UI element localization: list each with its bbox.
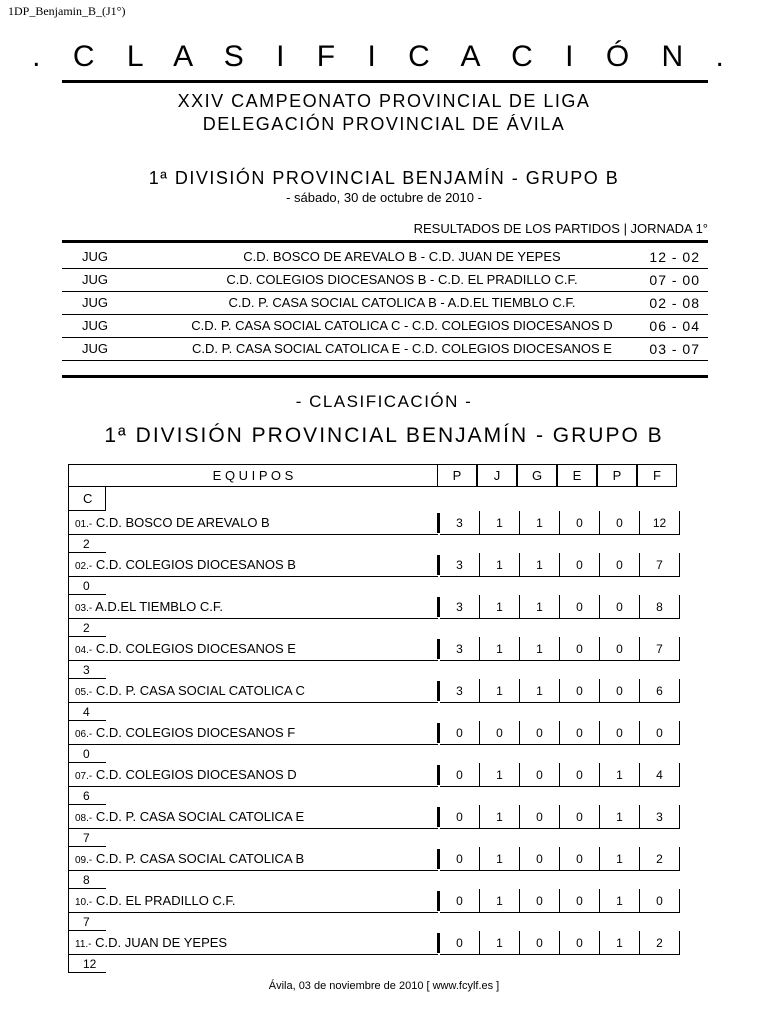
team-cell xyxy=(68,721,438,745)
stat-value: 0 xyxy=(440,763,480,787)
team-cell xyxy=(68,847,438,871)
stat-value: 0 xyxy=(600,553,640,577)
team-rank: 10.- xyxy=(75,897,93,908)
stat-value: 0 xyxy=(440,931,480,955)
stat-value: 0 xyxy=(600,595,640,619)
team-rank: 05.- xyxy=(75,687,93,698)
stat-value: 0 xyxy=(440,805,480,829)
position-change: 6 xyxy=(68,787,106,805)
stat-value: 0 xyxy=(440,847,480,871)
stat-value: 0 xyxy=(640,889,680,913)
position-change: 8 xyxy=(68,871,106,889)
team-name: A.D.EL TIEMBLO C.F. xyxy=(95,599,224,614)
stat-value: 0 xyxy=(560,553,600,577)
match-status: JUG xyxy=(82,341,108,356)
stat-value: 1 xyxy=(480,763,520,787)
standings-row xyxy=(68,595,682,637)
match-status: JUG xyxy=(82,249,108,264)
team-cell xyxy=(68,637,438,661)
header-teams: E Q U I P O S xyxy=(68,464,438,487)
stat-value: 0 xyxy=(440,721,480,745)
classification-division: 1ª DIVISIÓN PROVINCIAL BENJAMÍN - GRUPO B xyxy=(104,424,664,447)
delegation-title: DELEGACIÓN PROVINCIAL DE ÁVILA xyxy=(202,114,566,134)
standings-row xyxy=(68,511,682,553)
stat-value: 8 xyxy=(640,595,680,619)
stat-value: 0 xyxy=(520,847,560,871)
standings-row xyxy=(68,805,682,847)
team-rank: 03.- xyxy=(75,603,93,614)
team-name: C.D. COLEGIOS DIOCESANOS F xyxy=(95,725,296,740)
match-teams: C.D. P. CASA SOCIAL CATOLICA E - C.D. COLEGIOS DIOCESANOS E xyxy=(192,341,612,356)
stat-value: 1 xyxy=(480,847,520,871)
stat-value: 6 xyxy=(640,679,680,703)
stat-value: 12 xyxy=(640,511,680,535)
stat-value: 3 xyxy=(440,511,480,535)
stat-value: 2 xyxy=(640,847,680,871)
stat-value: 0 xyxy=(560,721,600,745)
stat-value: 1 xyxy=(480,889,520,913)
header-column: G xyxy=(517,464,557,487)
team-rank: 01.- xyxy=(75,519,93,530)
standings-row xyxy=(68,679,682,721)
stat-value: 7 xyxy=(640,553,680,577)
stat-value: 1 xyxy=(600,847,640,871)
match-score: 02 - 08 xyxy=(649,295,700,311)
position-change: 12 xyxy=(68,955,106,973)
classification-heading: - CLASIFICACIÓN - xyxy=(295,392,473,411)
page-title: . C L A S I F I C A C I Ó N . xyxy=(32,40,736,73)
team-name: C.D. JUAN DE YEPES xyxy=(95,935,228,950)
position-change: 0 xyxy=(68,745,106,763)
stat-value: 0 xyxy=(480,721,520,745)
match-score: 07 - 00 xyxy=(649,272,700,288)
stat-value: 1 xyxy=(480,805,520,829)
header-column: J xyxy=(477,464,517,487)
team-rank: 08.- xyxy=(75,813,93,824)
stat-value: 0 xyxy=(520,931,560,955)
stat-value: 0 xyxy=(560,889,600,913)
result-row xyxy=(62,338,708,361)
stat-value: 0 xyxy=(560,763,600,787)
stat-value: 1 xyxy=(600,805,640,829)
match-teams: C.D. COLEGIOS DIOCESANOS B - C.D. EL PRADILLO C.F. xyxy=(226,272,578,287)
team-name: C.D. EL PRADILLO C.F. xyxy=(95,893,236,908)
team-rank: 06.- xyxy=(75,729,93,740)
position-change: 7 xyxy=(68,829,106,847)
result-row xyxy=(62,315,708,338)
match-status: JUG xyxy=(82,318,108,333)
header-column: P xyxy=(597,464,637,487)
stat-value: 3 xyxy=(640,805,680,829)
division-title: 1ª DIVISIÓN PROVINCIAL BENJAMÍN - GRUPO B xyxy=(148,168,620,188)
footer: Ávila, 03 de noviembre de 2010 [ www.fcylf.es ] xyxy=(268,980,500,992)
team-cell xyxy=(68,679,438,703)
results-header: RESULTADOS DE LOS PARTIDOS | JORNADA 1° xyxy=(413,221,708,236)
match-status: JUG xyxy=(82,295,108,310)
team-cell xyxy=(68,553,438,577)
stat-value: 1 xyxy=(600,889,640,913)
team-cell xyxy=(68,763,438,787)
match-score: 03 - 07 xyxy=(649,341,700,357)
header-column: P xyxy=(437,464,477,487)
position-change-label: C xyxy=(68,487,106,511)
team-rank: 09.- xyxy=(75,855,93,866)
match-status: JUG xyxy=(82,272,108,287)
standings-row xyxy=(68,847,682,889)
standings-row xyxy=(68,931,682,973)
stat-value: 1 xyxy=(600,763,640,787)
stat-value: 0 xyxy=(600,721,640,745)
stat-value: 7 xyxy=(640,637,680,661)
stat-value: 1 xyxy=(480,595,520,619)
team-rank: 02.- xyxy=(75,561,93,572)
header-column: E xyxy=(557,464,597,487)
stat-value: 0 xyxy=(520,763,560,787)
stat-value: 3 xyxy=(440,637,480,661)
team-name: C.D. P. CASA SOCIAL CATOLICA C xyxy=(95,683,305,698)
position-change: 0 xyxy=(68,577,106,595)
position-change: 4 xyxy=(68,703,106,721)
standings-row xyxy=(68,637,682,679)
stat-value: 0 xyxy=(560,931,600,955)
stat-value: 1 xyxy=(480,511,520,535)
stat-value: 1 xyxy=(520,595,560,619)
stat-value: 0 xyxy=(520,721,560,745)
header-column: F xyxy=(637,464,677,487)
match-teams: C.D. P. CASA SOCIAL CATOLICA B - A.D.EL TIEMBLO C.F. xyxy=(228,295,576,310)
stat-value: 0 xyxy=(520,889,560,913)
stat-value: 1 xyxy=(480,637,520,661)
stat-value: 1 xyxy=(520,679,560,703)
match-score: 06 - 04 xyxy=(649,318,700,334)
results-top-rule xyxy=(62,240,708,243)
stat-value: 0 xyxy=(560,847,600,871)
stat-value: 3 xyxy=(440,595,480,619)
stat-value: 0 xyxy=(600,637,640,661)
position-change: 2 xyxy=(68,619,106,637)
result-row xyxy=(62,246,708,269)
results-bottom-rule xyxy=(62,375,708,378)
team-name: C.D. COLEGIOS DIOCESANOS B xyxy=(95,557,296,572)
match-score: 12 - 02 xyxy=(649,249,700,265)
stat-value: 1 xyxy=(480,931,520,955)
result-row xyxy=(62,269,708,292)
title-rule xyxy=(62,80,708,83)
stat-value: 0 xyxy=(640,721,680,745)
team-name: C.D. P. CASA SOCIAL CATOLICA B xyxy=(95,851,305,866)
team-cell xyxy=(68,595,438,619)
stat-value: 0 xyxy=(560,511,600,535)
team-name: C.D. COLEGIOS DIOCESANOS E xyxy=(95,641,296,656)
team-rank: 07.- xyxy=(75,771,93,782)
position-change: 3 xyxy=(68,661,106,679)
standings-row xyxy=(68,553,682,595)
stat-value: 0 xyxy=(600,511,640,535)
team-cell xyxy=(68,889,438,913)
championship-title: XXIV CAMPEONATO PROVINCIAL DE LIGA xyxy=(177,91,591,111)
stat-value: 1 xyxy=(520,511,560,535)
standings-row xyxy=(68,721,682,763)
team-cell xyxy=(68,511,438,535)
stat-value: 3 xyxy=(440,553,480,577)
stat-value: 0 xyxy=(440,889,480,913)
standings-row xyxy=(68,763,682,805)
stat-value: 4 xyxy=(640,763,680,787)
team-name: C.D. P. CASA SOCIAL CATOLICA E xyxy=(95,809,305,824)
stat-value: 3 xyxy=(440,679,480,703)
stat-value: 0 xyxy=(520,805,560,829)
team-rank: 04.- xyxy=(75,645,93,656)
stat-value: 1 xyxy=(520,553,560,577)
team-name: C.D. COLEGIOS DIOCESANOS D xyxy=(95,767,297,782)
stat-value: 0 xyxy=(560,637,600,661)
stat-value: 2 xyxy=(640,931,680,955)
team-cell xyxy=(68,805,438,829)
result-row xyxy=(62,292,708,315)
team-rank: 11.- xyxy=(75,939,92,950)
stat-value: 0 xyxy=(560,679,600,703)
stat-value: 0 xyxy=(560,805,600,829)
stat-value: 1 xyxy=(480,553,520,577)
match-teams: C.D. BOSCO DE AREVALO B - C.D. JUAN DE YEPES xyxy=(243,249,561,264)
match-teams: C.D. P. CASA SOCIAL CATOLICA C - C.D. COLEGIOS DIOCESANOS D xyxy=(191,318,613,333)
team-name: C.D. BOSCO DE AREVALO B xyxy=(95,515,270,530)
document-label: 1DP_Benjamin_B_(J1°) xyxy=(8,4,126,18)
match-date: - sábado, 30 de octubre de 2010 - xyxy=(286,190,482,205)
position-change: 7 xyxy=(68,913,106,931)
stat-value: 0 xyxy=(600,679,640,703)
standings-row xyxy=(68,889,682,931)
stat-value: 0 xyxy=(560,595,600,619)
stat-value: 1 xyxy=(600,931,640,955)
stat-value: 1 xyxy=(520,637,560,661)
position-change: 2 xyxy=(68,535,106,553)
row-divider xyxy=(62,360,708,361)
stat-value: 1 xyxy=(480,679,520,703)
team-cell xyxy=(68,931,438,955)
